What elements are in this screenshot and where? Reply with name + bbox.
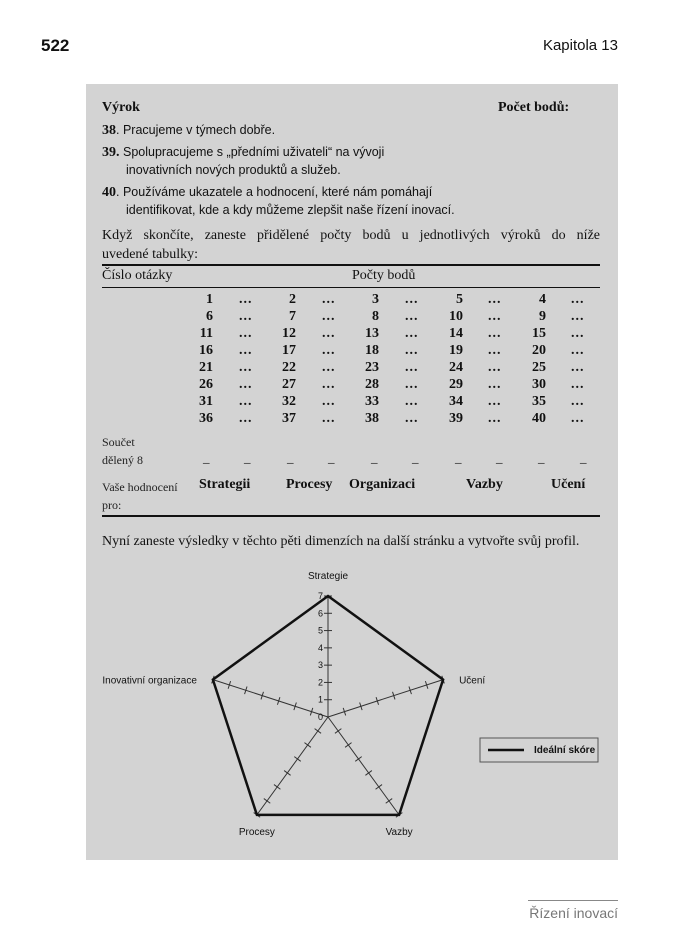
question-number-cell: 22 (282, 360, 296, 375)
sum-blank: _ (412, 450, 419, 465)
question-text: inovativních nových produktů a služeb. (126, 163, 341, 177)
table-bottom-rule (102, 515, 600, 517)
radar-axis-tick (345, 743, 351, 748)
question-number-cell: 12 (282, 326, 296, 341)
radar-axis-label: Strategie (307, 571, 349, 582)
radar-tick-label: 0 (317, 712, 323, 722)
score-blank: ... (239, 343, 253, 358)
rating-label: pro: (102, 498, 122, 512)
points-header: Počty bodů (352, 268, 416, 283)
rating-label: Vaše hodnocení (102, 480, 178, 494)
radar-axis-label: Vazby (385, 826, 413, 838)
score-blank: ... (322, 394, 336, 409)
sum-label: dělený 8 (102, 453, 143, 467)
radar-axis-tick (294, 757, 300, 762)
score-blank: ... (488, 309, 502, 324)
question-number-cell: 30 (532, 377, 546, 392)
question-item: 40. Používáme ukazatele a hodnocení, které nám pomáhají (102, 185, 433, 200)
score-blank: ... (488, 360, 502, 375)
radar-axis-tick (355, 757, 361, 762)
sum-label: Součet (102, 435, 135, 449)
score-blank: ... (239, 292, 253, 307)
radar-chart (86, 562, 618, 852)
radar-axis-tick (335, 729, 341, 734)
score-blank: ... (322, 411, 336, 426)
score-blank: ... (405, 292, 419, 307)
question-text: identifikovat, kde a kdy můžeme zlepšit naše řízení inovací. (126, 203, 455, 217)
sum-blank: _ (287, 450, 294, 465)
question-number: 39 (102, 145, 116, 160)
score-blank: ... (239, 411, 253, 426)
question-number-cell: 17 (282, 343, 296, 358)
question-number-cell: 18 (365, 343, 379, 358)
sum-blank: _ (203, 450, 210, 465)
question-number-cell: 37 (282, 411, 296, 426)
radar-axis-tick (365, 771, 371, 776)
question-number-cell: 6 (206, 309, 213, 324)
dimension-learning: Učení (551, 477, 586, 492)
question-number-cell: 27 (282, 377, 296, 392)
sum-blank: _ (244, 450, 251, 465)
score-blank: ... (239, 309, 253, 324)
score-blank: ... (488, 326, 502, 341)
question-number-cell: 28 (365, 377, 379, 392)
questionnaire-box (86, 84, 618, 860)
score-blank: ... (239, 326, 253, 341)
question-text: Pracujeme v týmech dobře. (122, 123, 276, 137)
closing-text: Nyní zaneste výsledky v těchto pěti dimenzích na další stránku a vytvořte svůj profil. (102, 534, 580, 549)
question-number-cell: 8 (372, 309, 379, 324)
score-blank: ... (571, 394, 585, 409)
radar-tick-label: 5 (317, 625, 323, 636)
instruction-text: Když skončíte, zaneste přidělené počty bodů u jednotlivých výroků do níže (102, 228, 600, 243)
radar-tick-label: 2 (317, 677, 323, 688)
score-blank: ... (405, 343, 419, 358)
radar-tick-label: 7 (317, 591, 323, 601)
score-blank: ... (405, 411, 419, 426)
score-blank: ... (239, 377, 253, 392)
radar-axis-tick (284, 771, 290, 776)
statement-column-header: Výrok (102, 100, 140, 115)
radar-tick-label: 6 (317, 608, 323, 619)
footer-book-title: Řízení inovací (529, 905, 618, 921)
question-number-cell: 1 (206, 292, 213, 307)
score-blank: ... (405, 309, 419, 324)
radar-axis-line (257, 717, 328, 815)
score-blank: ... (571, 292, 585, 307)
score-blank: ... (322, 360, 336, 375)
radar-tick-label: 1 (317, 694, 323, 705)
score-blank: ... (322, 343, 336, 358)
chapter-title: Kapitola 13 (542, 37, 618, 54)
sum-blank: _ (328, 450, 335, 465)
question-number-cell: 4 (539, 292, 546, 307)
instruction-text: uvedené tabulky: (102, 247, 199, 262)
score-blank: ... (571, 360, 585, 375)
dimension-strategy: Strategii (199, 477, 251, 492)
question-item: 39. Spolupracujeme s „předními uživateli“ na vývoji (102, 145, 385, 160)
radar-axis-label: Procesy (238, 826, 275, 838)
score-blank: ... (488, 394, 502, 409)
question-number-cell: 29 (449, 377, 463, 392)
question-number-cell: 21 (199, 360, 213, 375)
points-column-header: Počet bodů: (498, 100, 570, 115)
dimension-processes: Procesy (286, 477, 333, 492)
question-number-cell: 9 (539, 309, 546, 324)
question-text: Používáme ukazatele a hodnocení, které nám pomáhají (122, 185, 433, 199)
radar-axis-tick (264, 799, 270, 804)
score-blank: ... (405, 377, 419, 392)
question-number-cell: 11 (199, 326, 213, 341)
question-number-cell: 7 (289, 309, 296, 324)
radar-tick-label: 3 (317, 660, 323, 671)
question-number-cell: 25 (532, 360, 546, 375)
table-header-rule (102, 287, 600, 288)
question-number-cell: 2 (289, 292, 296, 307)
radar-axis-line (328, 717, 399, 815)
question-number-cell: 23 (365, 360, 379, 375)
question-text: Spolupracujeme s „předními uživateli“ na vývoji (123, 145, 385, 159)
score-blank: ... (488, 343, 502, 358)
question-number-cell: 19 (449, 343, 463, 358)
radar-axis-tick (386, 799, 392, 804)
question-number-cell: 32 (282, 394, 296, 409)
sum-blank: _ (580, 450, 587, 465)
question-number-cell: 16 (199, 343, 213, 358)
score-blank: ... (571, 343, 585, 358)
radar-axis-label: Učení (459, 675, 486, 687)
question-number-cell: 20 (532, 343, 546, 358)
question-number-cell: 39 (449, 411, 463, 426)
question-number: 38 (102, 123, 116, 138)
question-number-cell: 40 (532, 411, 546, 426)
score-blank: ... (322, 377, 336, 392)
legend-label: Ideální skóre (534, 745, 596, 756)
page-number: 522 (41, 36, 70, 55)
question-item: 38. Pracujeme v týmech dobře. (102, 123, 276, 138)
question-number-cell: 15 (532, 326, 546, 341)
score-blank: ... (239, 394, 253, 409)
radar-axis-line (213, 680, 328, 717)
question-number-cell: 3 (372, 292, 379, 307)
sum-blank: _ (538, 450, 545, 465)
question-number-cell: 13 (365, 326, 379, 341)
score-blank: ... (405, 326, 419, 341)
score-blank: ... (488, 377, 502, 392)
score-blank: ... (239, 360, 253, 375)
question-number-cell: 33 (365, 394, 379, 409)
score-blank: ... (322, 309, 336, 324)
score-blank: ... (488, 411, 502, 426)
score-blank: ... (571, 377, 585, 392)
question-number-cell: 24 (449, 360, 463, 375)
radar-axis-line (328, 680, 443, 717)
radar-axis-label: Inovativní organizace (102, 675, 197, 687)
score-blank: ... (488, 292, 502, 307)
question-number: 40 (102, 185, 116, 200)
question-number-cell: 10 (449, 309, 463, 324)
question-number-cell: 14 (449, 326, 463, 341)
dimension-organization: Organizaci (349, 477, 416, 492)
score-blank: ... (405, 394, 419, 409)
table-top-rule (102, 264, 600, 266)
question-number-header: Číslo otázky (102, 268, 173, 283)
radar-axis-tick (376, 785, 382, 790)
score-blank: ... (405, 360, 419, 375)
score-blank: ... (571, 326, 585, 341)
question-number-cell: 26 (199, 377, 213, 392)
score-blank: ... (571, 309, 585, 324)
radar-axis-tick (274, 785, 280, 790)
radar-axis-tick (315, 729, 321, 734)
radar-tick-label: 4 (317, 642, 323, 653)
score-blank: ... (571, 411, 585, 426)
question-number-cell: 34 (449, 394, 463, 409)
radar-axis-tick (304, 743, 310, 748)
question-number-cell: 31 (199, 394, 213, 409)
footer-rule (528, 900, 618, 901)
sum-blank: _ (455, 450, 462, 465)
question-number-cell: 5 (456, 292, 463, 307)
question-number-cell: 38 (365, 411, 379, 426)
question-number-cell: 36 (199, 411, 213, 426)
sum-blank: _ (496, 450, 503, 465)
score-blank: ... (322, 326, 336, 341)
dimension-linkages: Vazby (466, 477, 503, 492)
question-number-cell: 35 (532, 394, 546, 409)
score-blank: ... (322, 292, 336, 307)
sum-blank: _ (371, 450, 378, 465)
